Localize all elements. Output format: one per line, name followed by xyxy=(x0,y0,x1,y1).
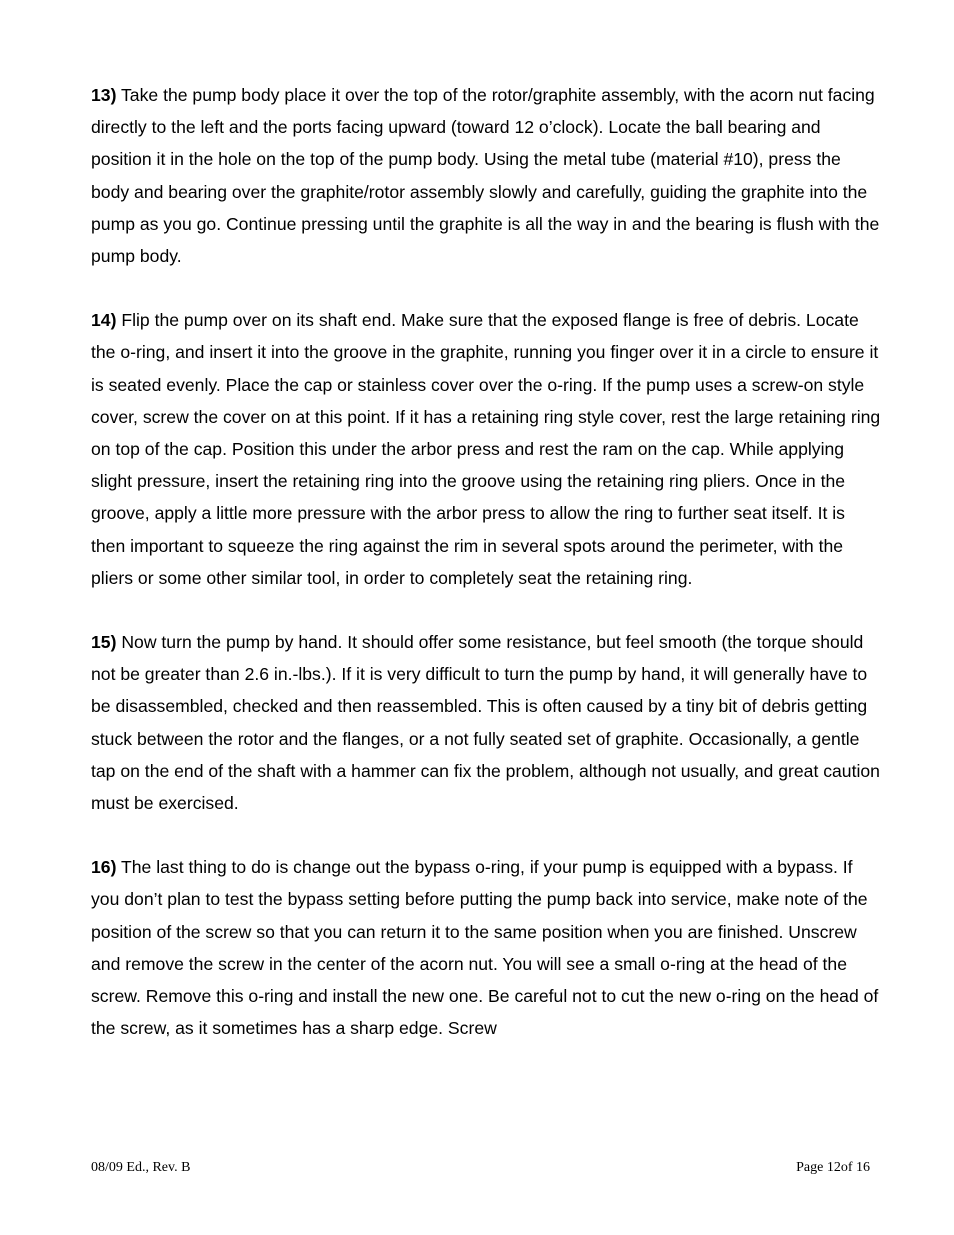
step-text: Now turn the pump by hand. It should offer some resistance, but feel smooth (the torque should not be greater than 2.6 in.-lbs.). If it is very difficult to turn the pump by hand, it will generally have to be disassembled, checked and then reassembled. This is often caused by a tiny bit of debris getting stuck between the rotor and the flanges, or a not fully seated set of graphite. Occasionally, a gentle tap on the end of the shaft with a hammer can fix the problem, although not usually, and great caution must be exercised. xyxy=(91,632,880,814)
step-text: The last thing to do is change out the bypass o-ring, if your pump is equipped with a bypass. If you don’t plan to test the bypass setting before putting the pump back into service, make note of the position of the screw so that you can return it to the same position when you are finished. Unscrew and remove the screw in the center of the acorn nut. You will see a small o-ring at the head of the screw. Remove this o-ring and install the new one. Be careful not to cut the new o-ring on the head of the screw, as it sometimes has a sharp edge. Screw xyxy=(91,857,879,1039)
footer-page-number: Page 12of 16 xyxy=(796,1160,870,1175)
step-15 xyxy=(91,626,881,819)
step-text: Take the pump body place it over the top of the rotor/graphite assembly, with the acorn nut facing directly to the left and the ports facing upward (toward 12 o’clock). Locate the ball bearing and position it in the hole on the top of the pump body. Using the metal tube (material #10), press the body and bearing over the graphite/rotor assembly slowly and carefully, guiding the graphite into the pump as you go. Continue pressing until the graphite is all the way in and the bearing is flush with the pump body. xyxy=(91,85,880,267)
step-16 xyxy=(91,851,881,1044)
step-number: 14) xyxy=(91,310,117,331)
step-13 xyxy=(91,79,881,272)
step-14 xyxy=(91,304,881,594)
step-number: 15) xyxy=(91,632,117,653)
page-body xyxy=(91,79,881,1076)
footer-edition: 08/09 Ed., Rev. B xyxy=(91,1160,191,1175)
step-number: 13) xyxy=(91,85,117,105)
step-number: 16) xyxy=(91,857,117,878)
step-text: Flip the pump over on its shaft end. Make sure that the exposed flange is free of debris. Locate the o-ring, and insert it into the groove in the graphite, running you finger over it in a circle to ensure it is seated evenly. Place the cap or stainless cover over the o-ring. If the pump uses a screw-on style cover, screw the cover on at this point. If it has a retaining ring style cover, rest the large retaining ring on top of the cap. Position this under the arbor press and rest the ram on the cap. While applying slight pressure, insert the retaining ring into the groove using the retaining ring pliers. Once in the groove, apply a little more pressure with the arbor press to allow the ring to further seat itself. It is then important to squeeze the ring against the rim in several spots around the perimeter, with the pliers or some other similar tool, in order to completely seat the retaining ring. xyxy=(91,310,881,588)
